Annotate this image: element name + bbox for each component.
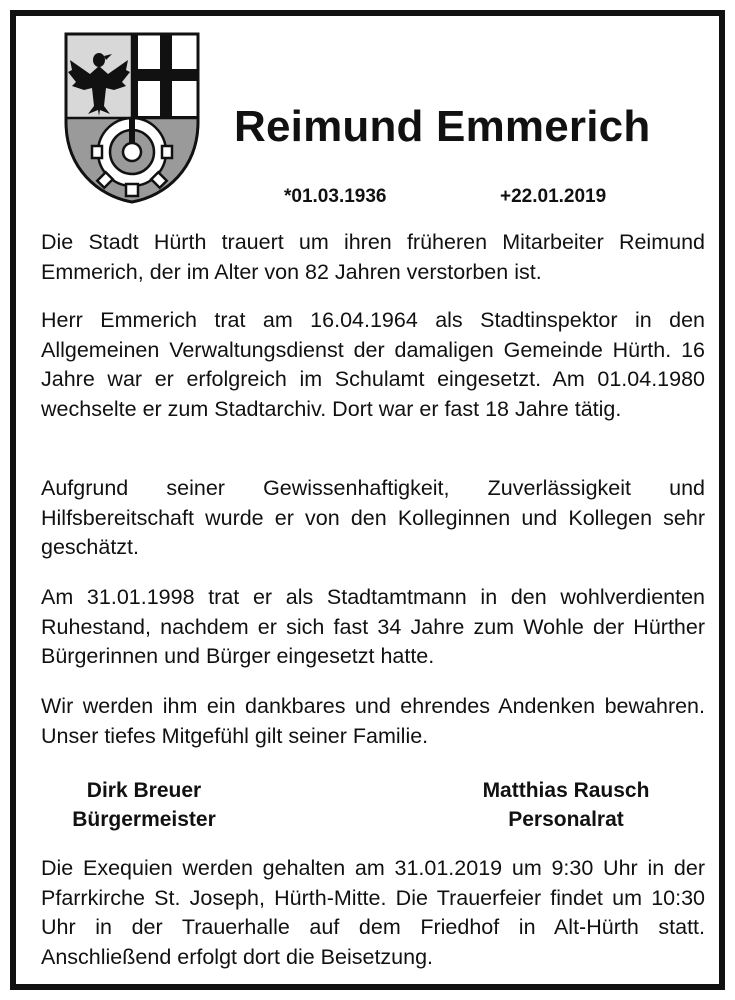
paragraph-retirement: Am 31.01.1998 trat er als Stadtamtmann in den wohlverdienten Ruhestand, nachdem er sich fast 34 Jahre zum Wohle der Hürther Bürgerinnen und Bürger eingesetzt hatte. (41, 585, 705, 668)
signature-role: Personalrat (508, 808, 624, 831)
paragraph-condolences: Wir werden ihm ein dankbares und ehrendes Andenken bewahren. Unser tiefes Mitgefühl gilt seiner Familie. (41, 694, 705, 748)
paragraph-announcement: Die Stadt Hürth trauert um ihren früheren Mitarbeiter Reimund Emmerich, der im Alter von 82 Jahren verstorben ist. (41, 230, 705, 284)
signature-name: Dirk Breuer (86, 779, 202, 802)
obituary-frame (10, 10, 725, 990)
signature-staff-council (456, 776, 676, 834)
birth-date: *01.03.1936 (284, 186, 387, 207)
signature-name: Matthias Rausch (482, 779, 650, 802)
coat-of-arms-emblem (62, 30, 202, 204)
deceased-name-heading: Reimund Emmerich (234, 102, 651, 151)
signature-mayor (46, 776, 242, 834)
death-date: +22.01.2019 (500, 186, 607, 207)
paragraph-career: Herr Emmerich trat am 16.04.1964 als Stadtinspektor in den Allgemeinen Verwaltungsdienst der damaligen Gemeinde Hürth. 16 Jahre war er erfolgreich im Schulamt eingesetzt. Am 01.04.1980 wechselte er zum Stadtarchiv. Dort war er fast 18 Jahre tätig. (41, 308, 705, 421)
signature-role: Bürgermeister (72, 808, 216, 831)
paragraph-appreciation: Aufgrund seiner Gewissenhaftigkeit, Zuverlässigkeit und Hilfsbereitschaft wurde er von den Kolleginnen und Kollegen sehr geschätzt. (41, 476, 705, 559)
paragraph-funeral-details: Die Exequien werden gehalten am 31.01.2019 um 9:30 Uhr in der Pfarrkirche St. Joseph, Hürth-Mitte. Die Trauerfeier findet um 10:30 Uhr in der Trauerhalle auf dem Friedhof in Alt-Hürth statt. Anschließend erfolgt dort die Beisetzung. (41, 856, 705, 969)
